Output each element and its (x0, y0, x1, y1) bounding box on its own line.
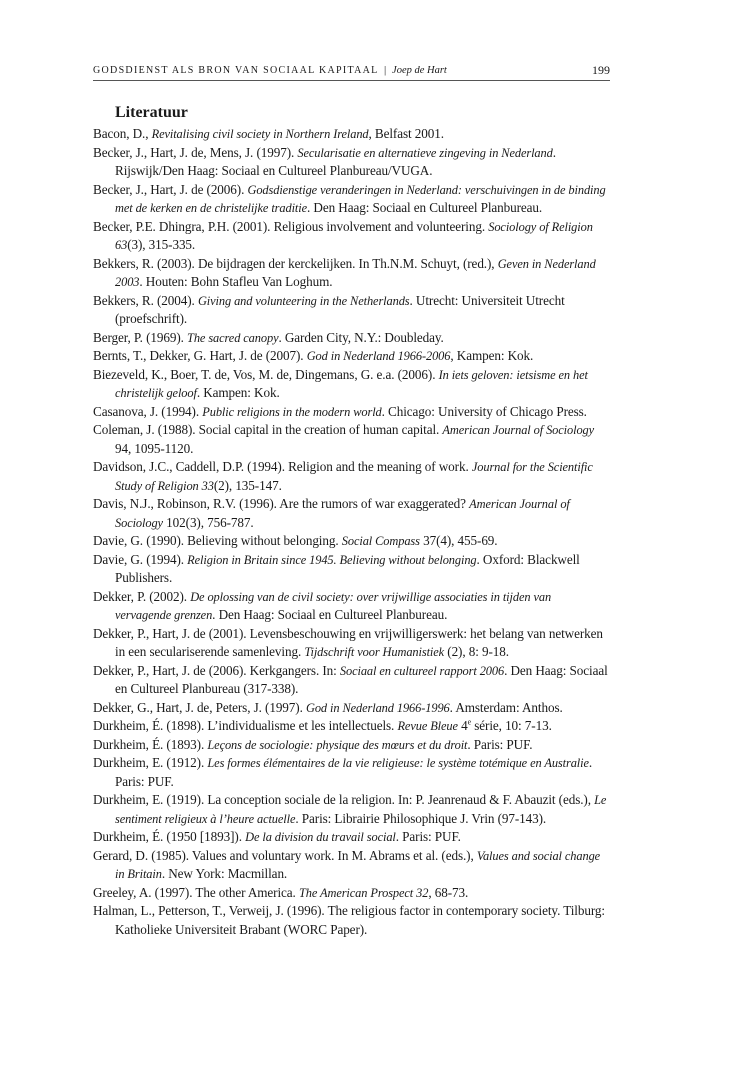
page-number: 199 (592, 63, 610, 77)
reference-text: Davie, G. (1990). Believing without belonging. (93, 533, 342, 548)
reference-text: . Garden City, N.Y.: Doubleday. (278, 329, 444, 345)
reference-text: , Kampen: Kok. (450, 348, 534, 363)
reference-entry (93, 495, 610, 532)
reference-title: Religion in Britain since 1945. Believing without belonging (187, 552, 477, 567)
reference-entry (93, 662, 610, 699)
reference-entry (93, 828, 610, 847)
reference-text: . Den Haag: Sociaal en Cultureel Planbureau (317-338). (115, 662, 608, 696)
reference-text: série, 10: 7-13. (471, 718, 552, 733)
reference-text: Becker, J., Hart, J. de, Mens, J. (1997). (93, 144, 298, 160)
reference-text: Durkheim, É. (1893). (93, 736, 208, 752)
reference-entry (93, 754, 610, 791)
reference-title: Values and social change in Britain (115, 848, 601, 881)
reference-entry (93, 532, 610, 551)
reference-text: (3), 315-335. (127, 237, 196, 252)
reference-text: (2), 8: 9-18. (444, 644, 509, 659)
reference-entry (93, 551, 610, 588)
reference-title: The sacred canopy (187, 330, 279, 345)
reference-entry (93, 144, 610, 181)
reference-entry (93, 347, 610, 366)
reference-entry (93, 218, 610, 255)
reference-entry (93, 717, 610, 736)
reference-entry (93, 458, 610, 495)
reference-superscript: e (467, 717, 472, 727)
reference-entry (93, 292, 610, 329)
reference-title: De oplossing van de civil society: over vrijwillige associaties in tijden van vervagende grenzen (115, 589, 552, 622)
reference-title: Godsdienstige veranderingen in Nederland: verschuivingen in de binding met de kerken en de christelijke traditie (115, 182, 606, 215)
reference-text: Biezeveld, K., Boer, T. de, Vos, M. de, Dingemans, G. e.a. (2006). (93, 366, 439, 382)
reference-entry (93, 884, 610, 903)
reference-entry (93, 588, 610, 625)
reference-text: . Amsterdam: Anthos. (449, 699, 563, 715)
reference-text: . Den Haag: Sociaal en Cultureel Planbureau. (212, 607, 448, 622)
reference-text: Dekker, P. (2002). (93, 588, 191, 604)
reference-text: Halman, L., Petterson, T., Verweij, J. (1996). The religious factor in contemporary society. Tilburg: Katholieke Universiteit Brabant (WORC Paper). (93, 903, 605, 937)
reference-text: Durkheim, E. (1912). (93, 755, 208, 770)
reference-entry (93, 791, 610, 828)
reference-text: . New York: Macmillan. (161, 866, 288, 881)
reference-text: 4 (457, 718, 468, 733)
reference-text: Dekker, P., Hart, J. de (2006). Kerkgangers. In: (93, 662, 340, 678)
reference-title: De la division du travail social (245, 830, 396, 844)
reference-text: . Houten: Bohn Stafleu Van Loghum. (139, 274, 333, 289)
running-title-text: GODSDIENST ALS BRON VAN SOCIAAL KAPITAAL (93, 65, 379, 76)
reference-text: Greeley, A. (1997). The other America. (93, 884, 299, 900)
reference-text: , 68-73. (428, 884, 469, 900)
reference-text: Bekkers, R. (2003). De bijdragen der kerckelijken. In Th.N.M. Schuyt, (red.), (93, 255, 498, 271)
reference-list (93, 125, 610, 939)
reference-title: Journal for the Scientific Study of Religion 33 (115, 460, 593, 493)
reference-text: 102(3), 756-787. (162, 514, 254, 530)
reference-text: . Rijswijk/Den Haag: Sociaal en Cultureel Planbureau/VUGA. (115, 144, 556, 178)
running-title (93, 64, 447, 76)
reference-text: Bernts, T., Dekker, G. Hart, J. de (2007). (93, 348, 307, 363)
reference-title: American Journal of Sociology (442, 423, 595, 437)
reference-title: Secularisatie en alternatieve zingeving in Nederland (297, 145, 553, 160)
reference-text: . Den Haag: Sociaal en Cultureel Planbureau. (307, 200, 543, 215)
reference-title: The American Prospect 32 (298, 885, 429, 900)
reference-title: Sociaal en cultureel rapport 2006 (339, 663, 505, 678)
reference-text: . Paris: PUF. (467, 736, 533, 752)
reference-text: . Paris: PUF. (395, 829, 461, 844)
reference-text: Coleman, J. (1988). Social capital in the creation of human capital. (93, 422, 443, 437)
reference-text: 37(4), 455-69. (419, 533, 498, 548)
reference-text: . Utrecht: Universiteit Utrecht (proefschrift). (115, 292, 565, 326)
reference-entry (93, 181, 610, 218)
reference-entry (93, 366, 610, 403)
reference-text: Bacon, D., (93, 126, 152, 141)
reference-title: Geven in Nederland 2003 (115, 256, 596, 289)
reference-text: , Belfast 2001. (368, 126, 444, 141)
reference-text: Durkheim, É. (1898). L’individualisme et les intellectuels. (93, 718, 398, 733)
reference-text: Becker, J., Hart, J. de (2006). (93, 181, 248, 197)
reference-text: 94, 1095-1120. (115, 440, 194, 456)
running-author: Joep de Hart (392, 65, 447, 76)
reference-entry (93, 403, 610, 422)
reference-text: (2), 135-147. (213, 477, 282, 493)
reference-text: Casanova, J. (1994). (93, 403, 203, 419)
reference-text: . Kampen: Kok. (196, 385, 280, 400)
reference-entry (93, 421, 610, 458)
reference-text: Bekkers, R. (2004). (93, 292, 198, 308)
reference-title: Giving and volunteering in the Netherlands (197, 293, 410, 308)
reference-entry (93, 902, 610, 939)
reference-entry (93, 736, 610, 755)
reference-entry (93, 847, 610, 884)
reference-entry (93, 125, 610, 144)
reference-text: Davidson, J.C., Caddell, D.P. (1994). Religion and the meaning of work. (93, 459, 472, 474)
reference-text: . Paris: PUF. (115, 755, 593, 789)
reference-title: Sociology of Religion 63 (115, 219, 593, 252)
reference-title: Le sentiment religieux à l’heure actuelle (115, 793, 607, 826)
reference-title: Public religions in the modern world (202, 404, 382, 419)
running-header (93, 62, 610, 81)
reference-text: Davis, N.J., Robinson, R.V. (1996). Are the rumors of war exaggerated? (93, 496, 470, 511)
reference-text: Davie, G. (1994). (93, 551, 188, 567)
reference-title: Revue Bleue (397, 719, 458, 733)
reference-text: . Chicago: University of Chicago Press. (381, 403, 587, 419)
reference-text: Durkheim, E. (1919). La conception sociale de la religion. In: P. Jeanrenaud & F. Abauzit (eds.), (93, 792, 595, 807)
reference-text: . Paris: Librairie Philosophique J. Vrin (97-143). (295, 810, 547, 826)
reference-text: Dekker, G., Hart, J. de, Peters, J. (1997). (93, 699, 306, 715)
reference-text: Berger, P. (1969). (93, 329, 188, 345)
reference-title: Revitalising civil society in Northern Ireland (151, 127, 369, 141)
reference-title: God in Nederland 1966-2006 (306, 349, 451, 363)
reference-title: Tijdschrift voor Humanistiek (304, 645, 445, 659)
reference-text: Gerard, D. (1985). Values and voluntary work. In M. Abrams et al. (eds.), (93, 847, 477, 863)
reference-title: Leçons de sociologie: physique des mœurs et du droit (207, 737, 468, 752)
section-heading: Literatuur (115, 104, 188, 121)
reference-text: . Oxford: Blackwell Publishers. (115, 551, 580, 585)
reference-title: American Journal of Sociology (115, 497, 570, 530)
reference-text: Becker, P.E. Dhingra, P.H. (2001). Religious involvement and volunteering. (93, 218, 489, 234)
reference-entry (93, 625, 610, 662)
reference-entry (93, 329, 610, 348)
reference-title: In iets geloven: ietsisme en het christelijk geloof (115, 367, 588, 400)
header-separator: | (384, 64, 387, 76)
reference-entry (93, 699, 610, 718)
reference-text: Durkheim, É. (1950 [1893]). (93, 829, 246, 844)
reference-text: Dekker, P., Hart, J. de (2001). Levensbeschouwing en vrijwilligerswerk: het belang van netwerken in een seculariserende samenleving. (93, 625, 603, 659)
reference-title: God in Nederland 1966-1996 (305, 700, 450, 715)
reference-title: Social Compass (341, 534, 420, 548)
reference-title: Les formes élémentaires de la vie religieuse: le système totémique en Australie (207, 756, 589, 770)
reference-entry (93, 255, 610, 292)
